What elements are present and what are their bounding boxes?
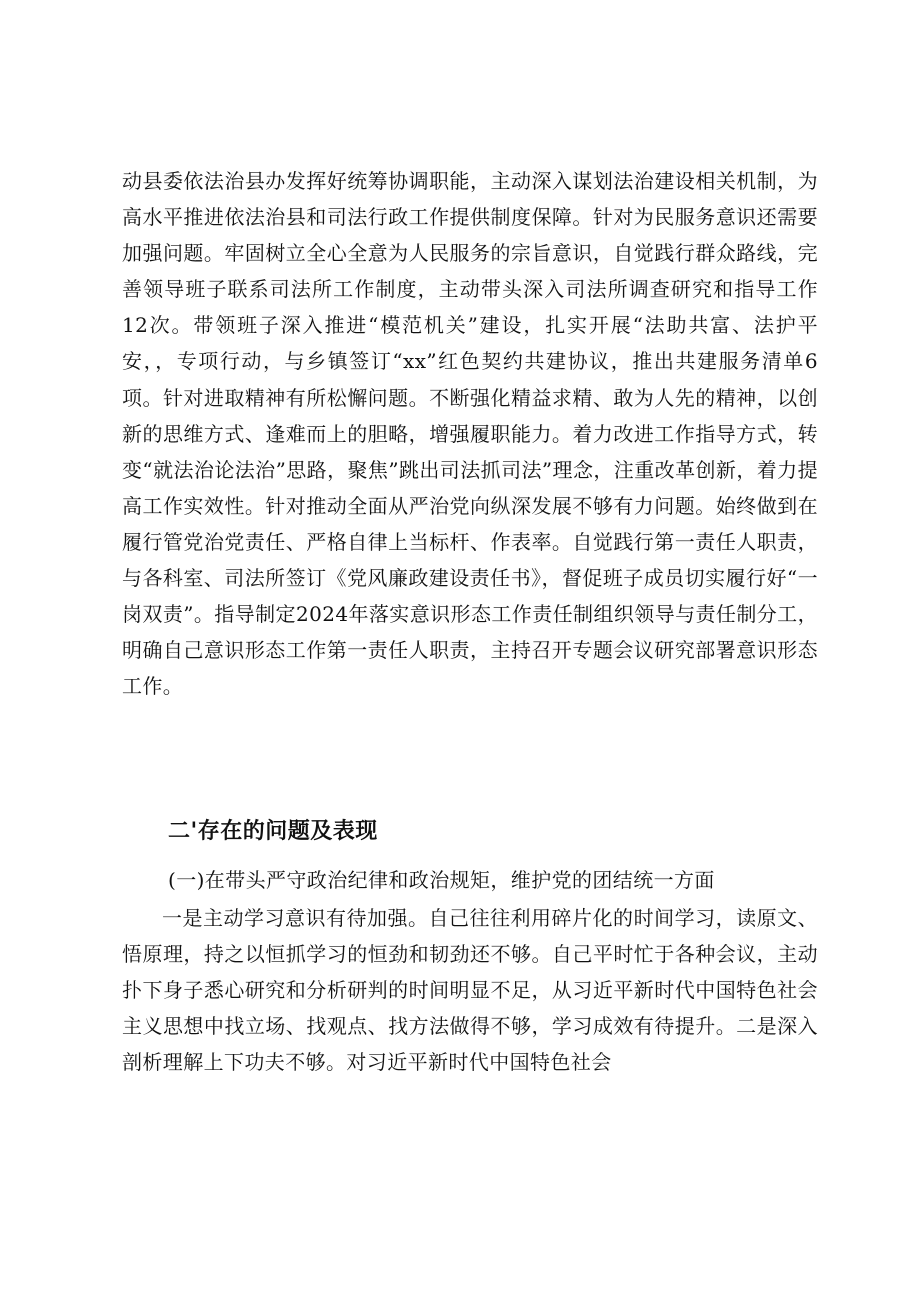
section-heading: 二'存在的问题及表现 — [168, 819, 378, 844]
body-paragraph: 一是主动学习意识有待加强。自己往往利用碎片化的时间学习，读原文、悟原理，持之以恒抓学习的恒劲和韧劲还不够。自己平时忙于各种会议，主动扑下身子悉心研究和分析研判的时间明显不足，从习近平新时代中国特色社会主义思想中找立场、找观点、找方法做得不够，学习成效有待提升。二是深入剖析理解上下功夫不够。对习近平新时代中国特色社会 — [122, 906, 818, 1074]
subsection-heading: (一)在带头严守政治纪律和政治规矩，维护党的团结统一方面 — [168, 868, 715, 892]
body-paragraph: 动县委依法治县办发挥好统筹协调职能，主动深入谋划法治建设相关机制，为高水平推进依法治县和司法行政工作提供制度保障。针对为民服务意识还需要加强问题。牢固树立全心全意为人民服务的宗旨意识，自觉践行群众路线，完善领导班子联系司法所工作制度，主动带头深入司法所调查研究和指导工作12次。带领班子深入推进“模范机关”建设，扎实开展“法助共富、法护平安，，专项行动，与乡镇签订“xx”红色契约共建协议，推出共建服务清单6项。针对进取精神有所松懈问题。不断强化精益求精、敢为人先的精神，以创新的思维方式、逢难而上的胆略，增强履职能力。着力改进工作指导方式，转变“就法治论法治”思路，聚焦”跳出司法抓司法”理念，注重改革创新，着力提高工作实效性。针对推动全面从严治党向纵深发展不够有力问题。始终做到在履行管党治党责任、严格自律上当标杆、作表率。自觉践行第一责任人职责，与各科室、司法所签订《党风廉政建设责任书》，督促班子成员切实履行好“一岗双责”。指导制定2024年落实意识形态工作责任制组织领导与责任制分工，明确自己意识形态工作第一责任人职责，主持召开专题会议研究部署意识形态工作。 — [122, 169, 818, 699]
